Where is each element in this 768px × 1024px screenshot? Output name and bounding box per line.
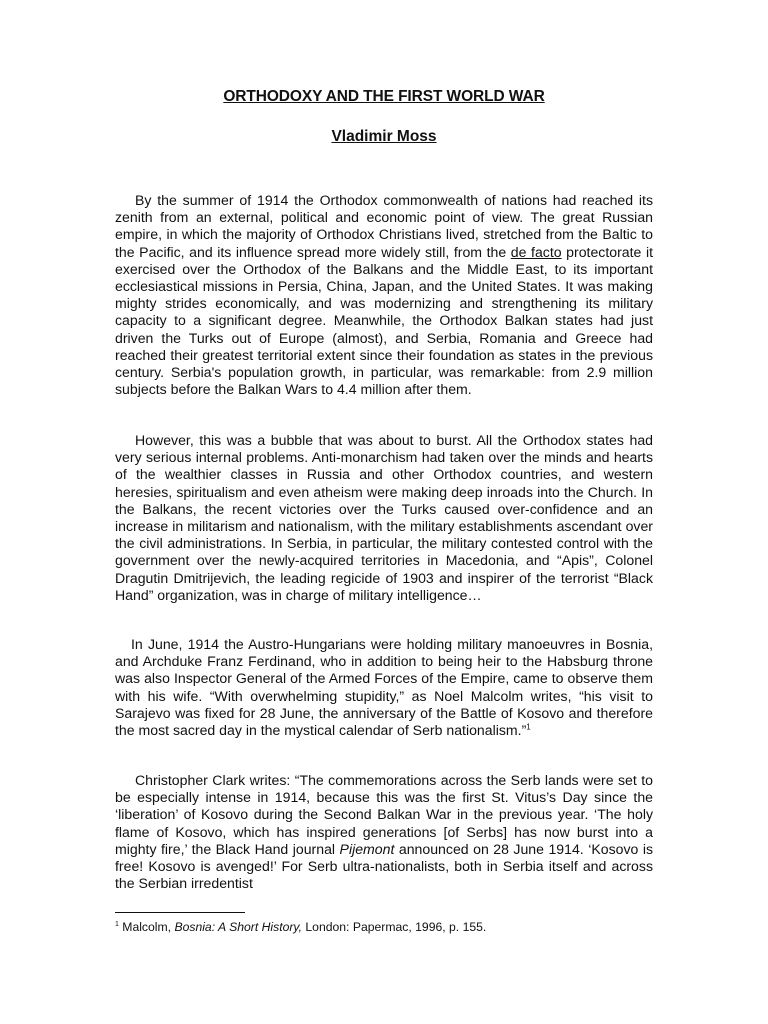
paragraph-1-text-b: protectorate it exercised over the Orthodox of the Balkans and the Middle East, to its important ecclesiastical missions in Persia, China, Japan, and the United States. It was making mighty strides economically, and was modernizing and strengthening its military capacity to a significant degree. Meanwhile, the Orthodox Balkan states had just driven the Turks out of Europe (almost), and Serbia, Romania and Greece had reached their greatest territorial extent since their foundation as states in the previous century. Serbia's population growth, in particular, was remarkable: from 2.9 million subjects before the Balkan Wars to 4.4 million after them. [115,243,653,398]
footnote-author: Malcolm, [118,920,175,934]
document-title: ORTHODOXY AND THE FIRST WORLD WAR [223,88,545,105]
footnote-reference-1[interactable]: 1 [526,722,531,732]
footnote-1 [115,919,653,935]
paragraph-4-italic-title: Pijemont [339,840,395,857]
paragraph-4 [115,772,653,892]
paragraph-4-text-b: announced on 28 June 1914. ‘Kosovo is free! Kosovo is avenged!’ For Serb ultra-nationalists, both in Serbia itself and across the Serbian irredentist [115,840,653,892]
document-author: Vladimir Moss [331,128,437,145]
paragraph-1-text-a: By the summer of 1914 the Orthodox commonwealth of nations had reached its zenith from an external, political and economic point of view. The great Russian empire, in which the majority of Orthodox Christians lived, stretched from the Baltic to the Pacific, and its influence spread more widely still, from the [115,192,653,260]
footnote-number: 1 [115,920,119,928]
paragraph-3 [115,636,653,739]
footnote-publication: London: Papermac, 1996, p. 155. [302,920,487,934]
paragraph-4-text-a: Christopher Clark writes: “The commemorations across the Serb lands were set to be especially intense in 1914, because this was the first St. Vitus’s Day since the ‘liberation’ of Kosovo during the Second Balkan War in the previous year. ‘The holy flame of Kosovo, which has inspired generations [of Serbs] has now burst into a mighty fire,’ the Black Hand journal [115,772,653,857]
footnote-separator [115,912,245,913]
paragraph-3-text: In June, 1914 the Austro-Hungarians were holding military manoeuvres in Bosnia, and Archduke Franz Ferdinand, who in addition to being heir to the Habsburg throne was also Inspector General of the Armed Forces of the Empire, came to observe them with his wife. “With overwhelming stupidity,” as Noel Malcolm writes, “his visit to Sarajevo was fixed for 28 June, the anniversary of the Battle of Kosovo and therefore the most sacred day in the mystical calendar of Serb nationalism.” [115,636,653,739]
paragraph-1 [115,192,653,398]
paragraph-2: However, this was a bubble that was about to burst. All the Orthodox states had very serious internal problems. Anti-monarchism had taken over the minds and hearts of the wealthier classes in Russia and other Orthodox countries, and western heresies, spiritualism and even atheism were making deep inroads into the Church. In the Balkans, the recent victories over the Turks caused over-confidence and an increase in militarism and nationalism, with the military establishments ascendant over the civil administrations. In Serbia, in particular, the military contested control with the government over the newly-acquired territories in Macedonia, and “Apis”, Colonel Dragutin Dmitrijevich, the leading regicide of 1903 and inspirer of the terrorist “Black Hand” organization, was in charge of military intelligence… [115,432,653,603]
paragraph-1-underlined-term: de facto [510,243,562,260]
footnote-book-title: Bosnia: A Short History, [174,920,302,934]
